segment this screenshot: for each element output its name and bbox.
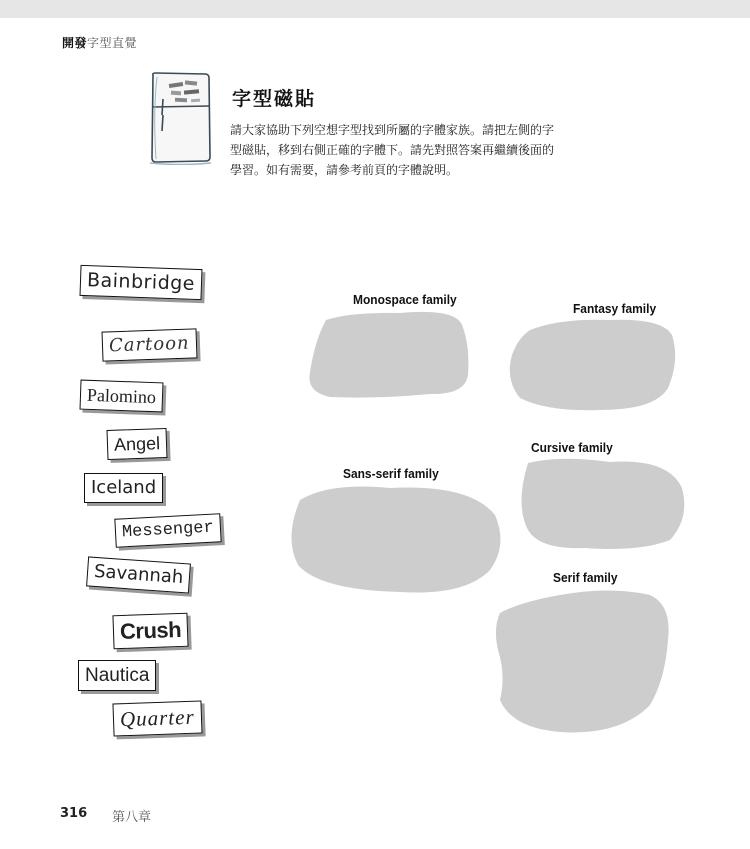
monospace-blob xyxy=(309,312,468,398)
magnet-palomino[interactable]: Palomino xyxy=(80,380,164,413)
fantasy-blob xyxy=(510,320,675,411)
magnet-quarter[interactable]: Quarter xyxy=(112,700,202,736)
serif-family-label: Serif family xyxy=(553,570,618,585)
monospace-family-label: Monospace family xyxy=(353,292,457,307)
magnet-crush[interactable]: Crush xyxy=(112,613,188,650)
magnet-messenger[interactable]: Messenger xyxy=(114,513,221,547)
fantasy-family-label: Fantasy family xyxy=(573,301,657,316)
magnet-angel[interactable]: Angel xyxy=(106,428,167,460)
magnet-savannah[interactable]: Savannah xyxy=(86,556,191,593)
sans-serif-family-label: Sans-serif family xyxy=(343,466,439,481)
running-head-bold: 開發 xyxy=(62,36,88,50)
magnet-nautica[interactable]: Nautica xyxy=(78,660,156,691)
exercise-instructions: 請大家協助下列空想字型找到所屬的字體家族。請把左側的字型磁貼，移到右側正確的字體下。請先對照答案再繼續後面的學習。如有需要，請參考前頁的字體說明。 xyxy=(230,123,555,177)
magnet-cartoon[interactable]: Cartoon xyxy=(102,328,198,361)
cursive-family-label: Cursive family xyxy=(531,440,613,455)
running-head-rest: 字型直覺 xyxy=(87,36,138,50)
cursive-blob xyxy=(522,459,685,549)
serif-blob xyxy=(496,591,669,733)
chapter-label: 第八章 xyxy=(112,810,152,825)
page-number: 316 xyxy=(60,806,88,821)
magnet-iceland[interactable]: Iceland xyxy=(84,473,163,503)
sans-serif-blob xyxy=(291,487,500,593)
exercise-title: 字型磁貼 xyxy=(232,88,317,110)
magnet-bainbridge[interactable]: Bainbridge xyxy=(79,265,202,300)
